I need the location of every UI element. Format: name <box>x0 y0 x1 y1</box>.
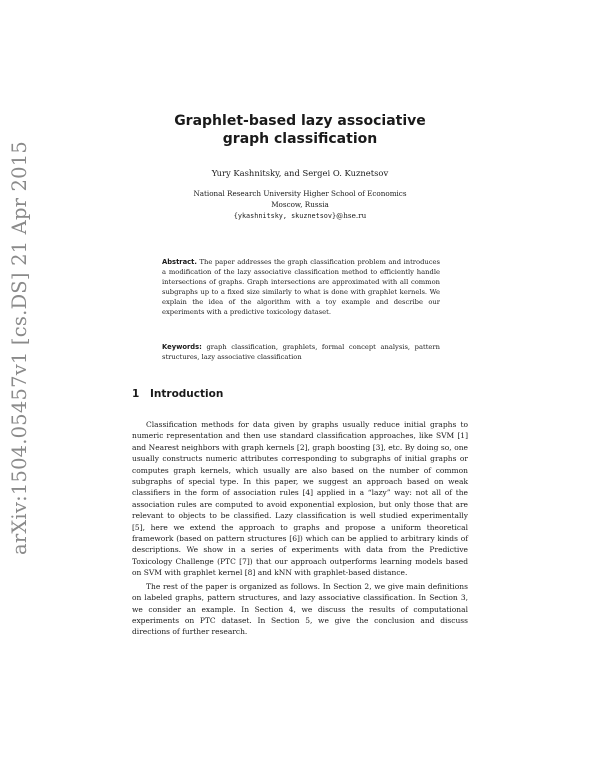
abstract-label: Abstract. <box>162 258 197 266</box>
paper-title <box>140 112 460 148</box>
title-line-2: graph classification <box>222 131 378 147</box>
section-number: 1 <box>132 388 140 400</box>
keywords <box>162 342 440 362</box>
section-title: Introduction <box>150 388 224 400</box>
affiliation-city: Moscow, Russia <box>271 200 329 209</box>
paragraph-1: Classification methods for data given by graphs usually reduce initial graphs to numeric representation and then use standard classification approaches, like SVM [1] and Nearest neighbors with graph kernels [2], graph boosting [3], etc. By doing so, one usually constructs numeric attributes corresponding to subgraphs of initial graphs or computes graph kernels, which usually are also based on the number of common subgraphs of special type. In this paper, we suggest an approach based on weak classifiers in the form of association rules [4] applied in a “lazy” way: not all of the association rules are computed to avoid exponential explosion, but only those that are relevant to objects to be classified. Lazy classification is well studied experimentally [5], here we extend the approach to graphs and propose a uniform theoretical framework (based on pattern structures [6]) which can be applied to arbitrary kinds of descriptions. We show in a series of experiments with data from the Predictive Toxicology Challenge (PTC [7]) that our approach outperforms learning models based on SVM with graphlet kernel [8] and kNN with graphlet-based distance. <box>132 420 468 578</box>
email-names: {ykashnitsky, skuznetsov} <box>233 212 337 220</box>
author-emails <box>140 210 460 222</box>
section-heading-introduction <box>132 388 223 400</box>
abstract-text: The paper addresses the graph classification problem and introduces a modification of the lazy associative classification method to efficiently handle intersections of graphs. Graph intersections are approximated with all common subgraphs up to a fixed size similarly to what is done with graphlet kernels. We explain the idea of the algorithm with a toy example and describe our experiments with a predictive toxicology dataset. <box>162 258 440 316</box>
affiliation-institution: National Research University Higher School of Economics <box>193 189 407 198</box>
introduction-body <box>132 419 468 638</box>
keywords-label: Keywords: <box>162 343 202 351</box>
keywords-text: graph classification, graphlets, formal concept analysis, pattern structures, lazy associative classification <box>162 343 440 361</box>
arxiv-stamp-text[interactable]: arXiv:1504.05457v1 [cs.DS] 21 Apr 2015 <box>8 141 31 555</box>
abstract <box>162 257 440 317</box>
affiliation <box>140 188 460 222</box>
paragraph-2: The rest of the paper is organized as follows. In Section 2, we give main definitions on labeled graphs, pattern structures, and lazy associative classification. In Section 3, we consider an example. In Section 4, we discuss the results of computational experiments on PTC dataset. In Section 5, we give the conclusion and discuss directions of further research. <box>132 581 468 637</box>
title-line-1: Graphlet-based lazy associative <box>174 113 426 129</box>
email-domain: @hse.ru <box>336 211 367 220</box>
authors: Yury Kashnitsky, and Sergei O. Kuznetsov <box>211 168 389 178</box>
